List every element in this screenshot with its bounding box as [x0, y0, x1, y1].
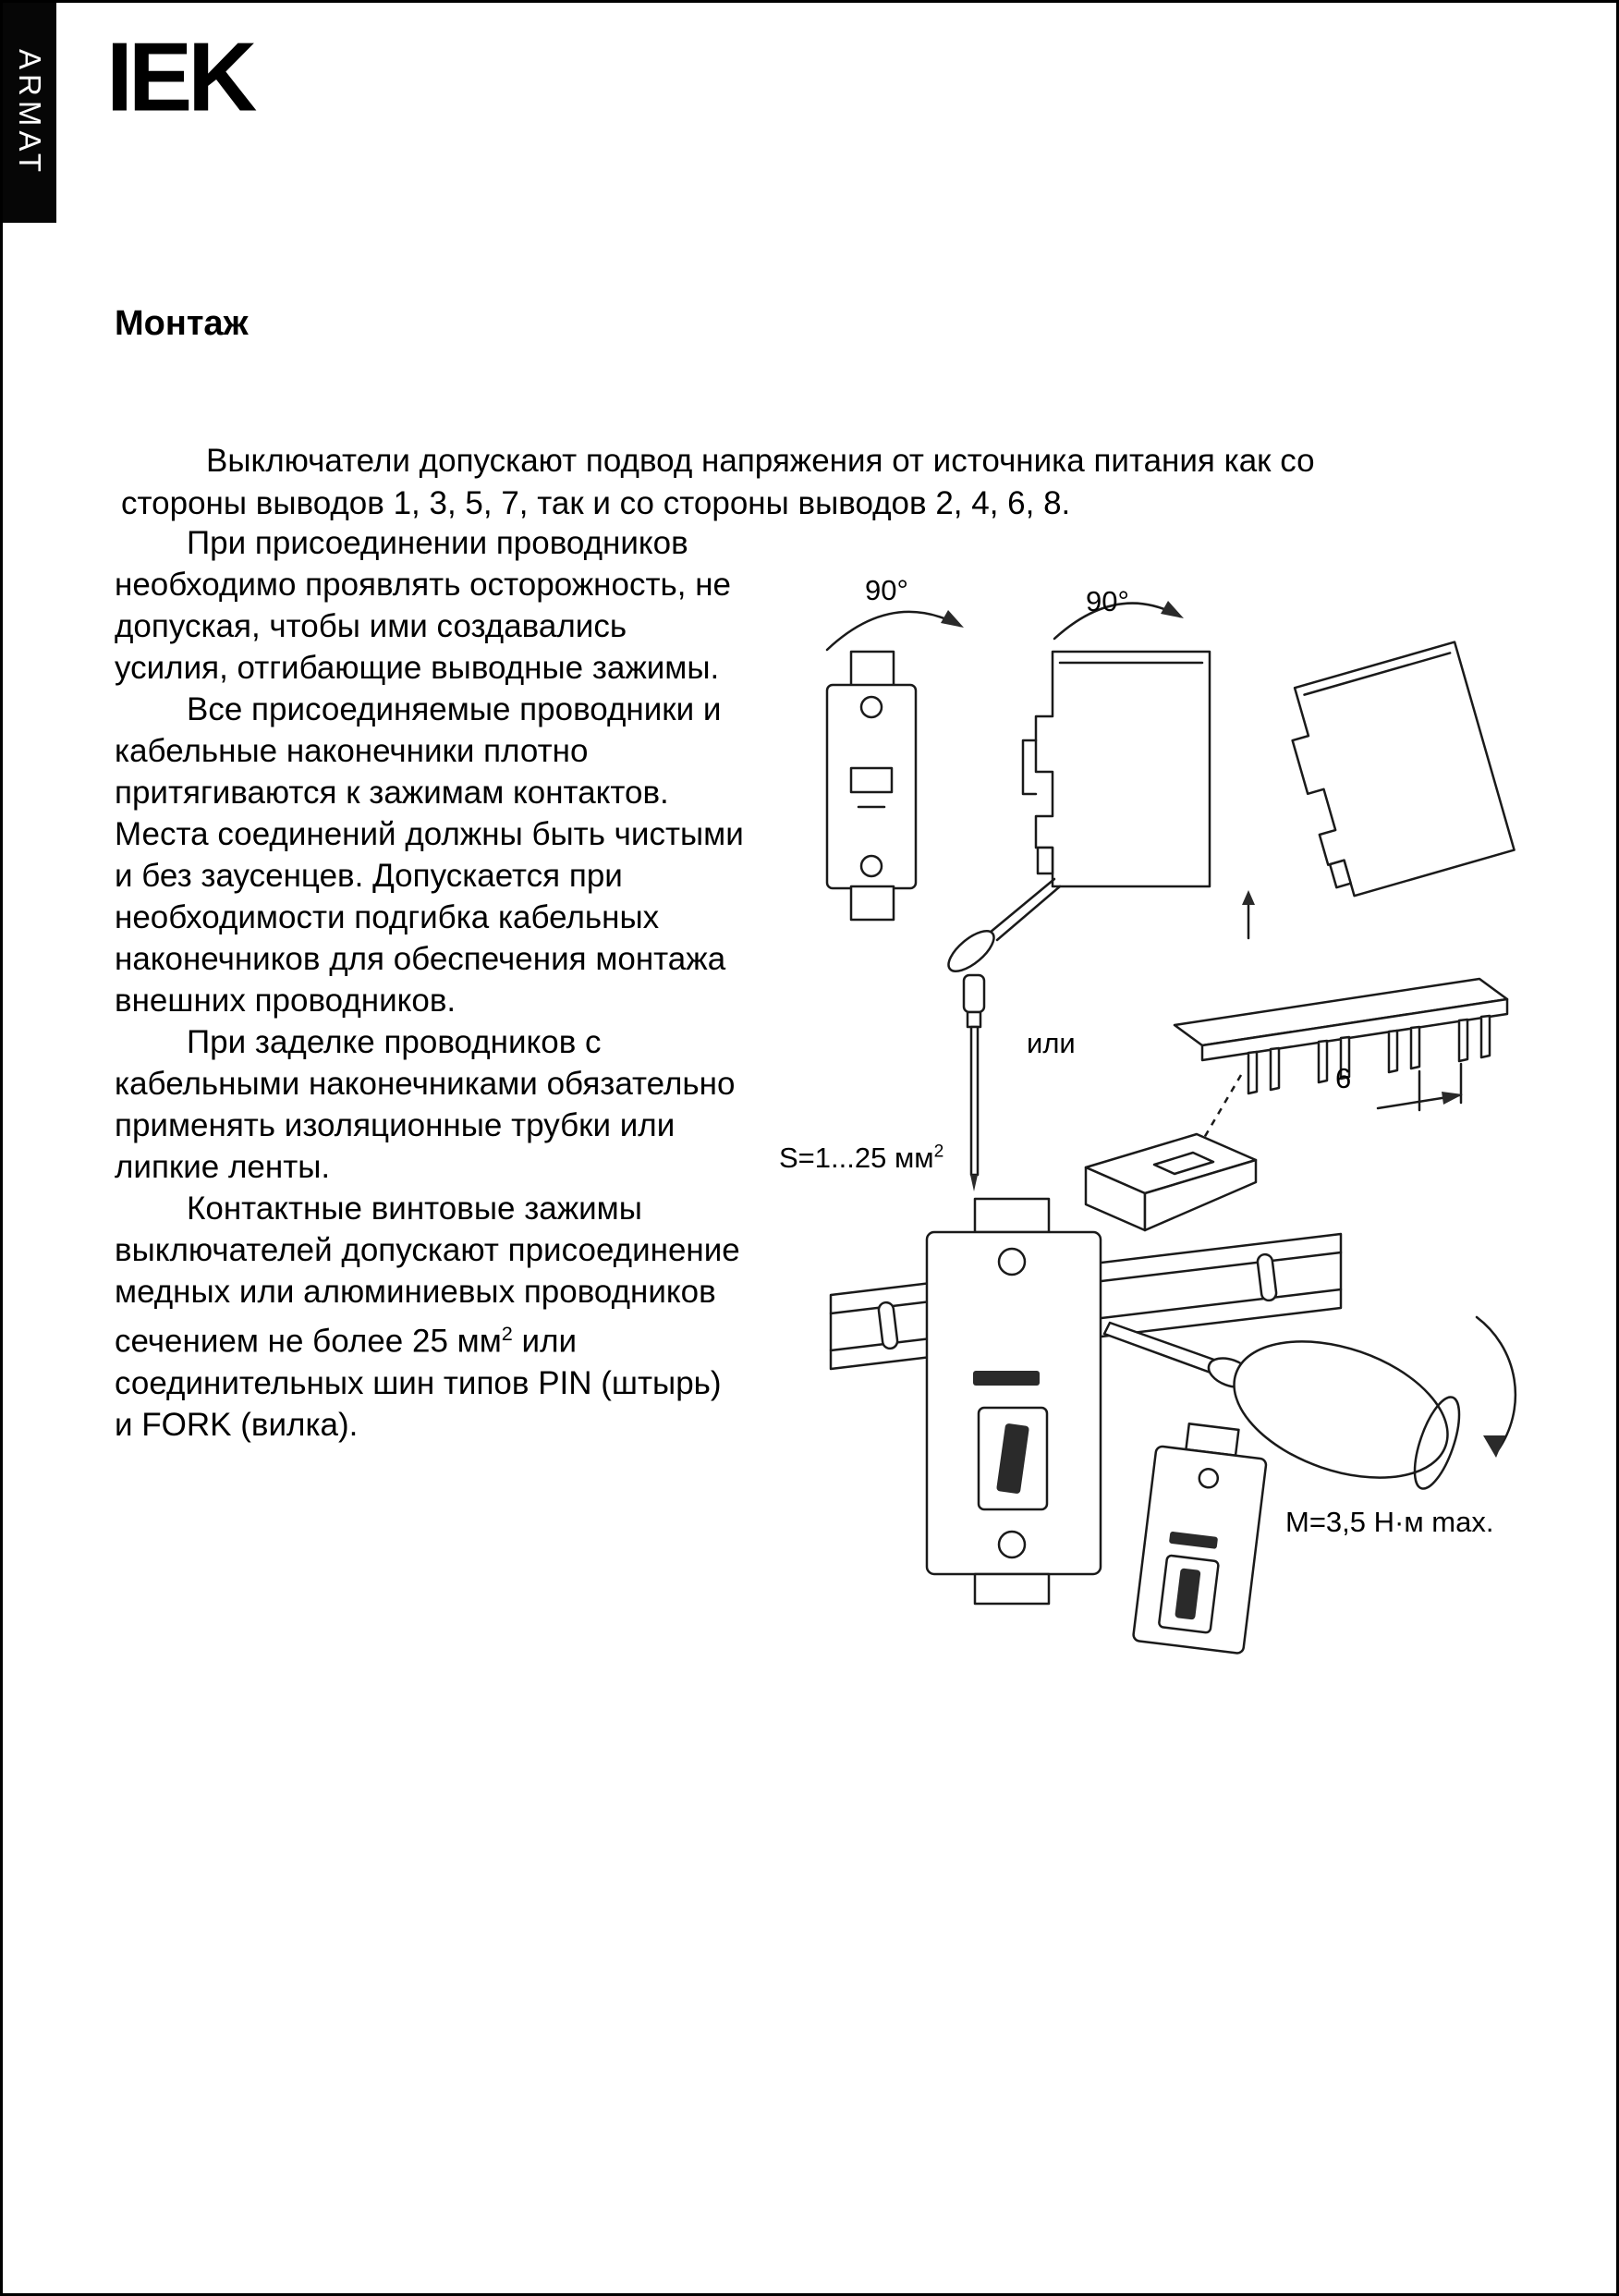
- rotation-angle-right-label: 90°: [1086, 585, 1129, 617]
- rotation-angle-left-label: 90°: [865, 574, 908, 606]
- section-title: Монтаж: [115, 304, 249, 343]
- breaker-front-view-illustration: [827, 652, 916, 920]
- release-direction-arrow-icon: [1242, 890, 1255, 938]
- wire-cross-section-superscript: 2: [933, 1142, 944, 1162]
- paragraph-screw-terminals-text2: или соединительных шин типов PIN (штырь) и FORK (вилка).: [115, 1323, 722, 1443]
- comb-pitch-label: 6: [1335, 1062, 1352, 1094]
- intro-paragraph: Выключатели допускают подвод напряжения от источника питания как со стороны выводов 1, 3, 5, 7, так и со стороны выводов 2, 4, 6, 8.: [121, 443, 1315, 521]
- breaker-tilted-removal-illustration: [1279, 642, 1515, 901]
- wire-cross-section-text: S=1...25 мм: [779, 1142, 934, 1174]
- paragraph-insulation: При заделке проводников с кабельными наконечниками обязательно применять изоляционные трубки или липкие ленты.: [115, 1024, 736, 1185]
- paragraph-screw-terminals: [115, 1188, 747, 1446]
- torque-label: M=3,5 Н·м max.: [1285, 1506, 1494, 1538]
- screwdriver-vertical-illustration: [964, 975, 984, 1191]
- series-sidebar-tab: [3, 3, 56, 223]
- or-label: или: [1027, 1027, 1076, 1059]
- paragraph-connection-care: При присоединении проводников необходимо проявлять осторожность, не допуская, чтобы ими создавались усилия, отгибающие выводные зажимы.: [115, 525, 731, 686]
- installation-figures-drawing: [742, 520, 1583, 1731]
- iek-logo: IEK: [106, 22, 253, 133]
- installation-figures: [742, 520, 1583, 1731]
- body-text-column: [115, 522, 747, 1446]
- rotate-arrow-left-icon: [827, 610, 964, 650]
- breaker-front-small-illustration: [1133, 1420, 1270, 1654]
- paragraph-terminal-tightening: Все присоединяемые проводники и кабельные наконечники плотно притягиваются к зажимам контактов. Места соединений должны быть чистыми и без заусенцев. Допускается при необходимости подгибка кабельных наконечников для обеспечения монтажа внешних проводников.: [115, 691, 744, 1019]
- breaker-front-large-illustration: [927, 1199, 1101, 1604]
- square-mm-superscript: 2: [501, 1322, 513, 1345]
- wire-cross-section-label: [779, 1142, 943, 1175]
- paragraph-screw-terminals-text: Контактные винтовые зажимы выключателей допускают присоединение медных или алюминиевых проводников сечением не более 25 мм: [115, 1191, 740, 1360]
- alignment-dashed-line: [1204, 1075, 1241, 1138]
- series-label: ARMAT: [13, 48, 47, 177]
- pin-terminal-illustration: [1086, 1134, 1256, 1230]
- breaker-side-view-on-rail-illustration: [943, 652, 1210, 978]
